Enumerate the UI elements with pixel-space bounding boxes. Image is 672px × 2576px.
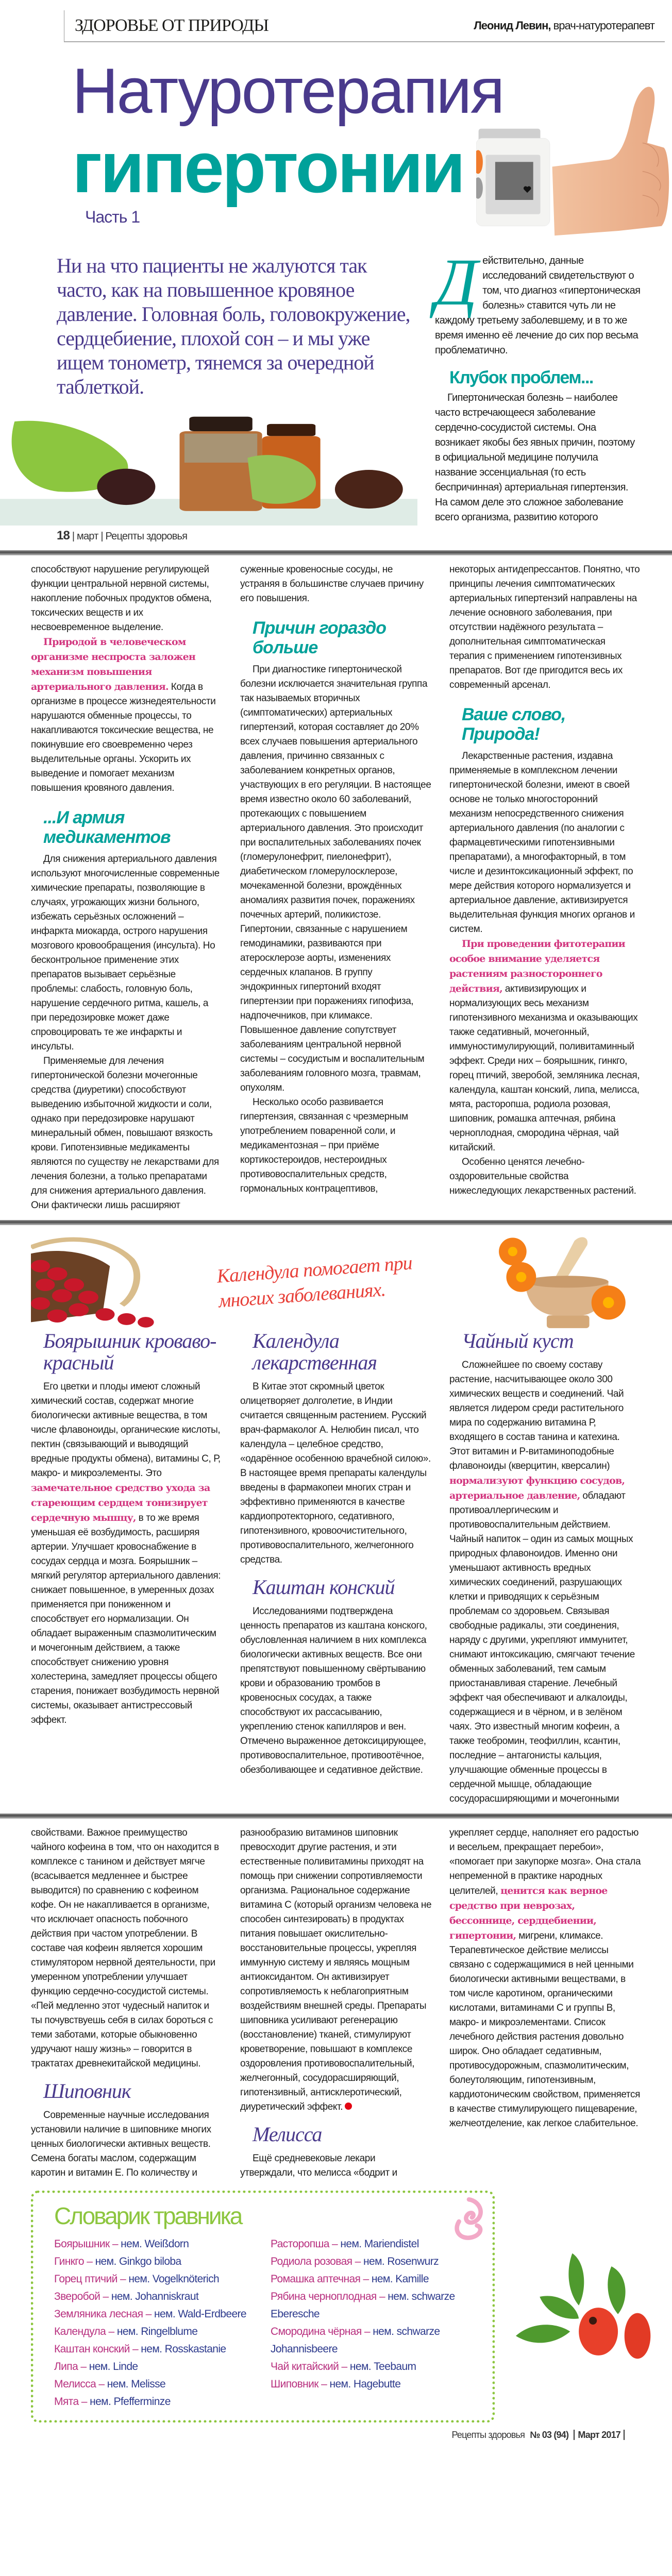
plant-ru: Мелисса bbox=[54, 2378, 96, 2390]
page-divider bbox=[0, 550, 672, 555]
glossary-list bbox=[54, 2235, 477, 2411]
klubok-text: Гипертоническая болезнь – наиболее часто встречающееся заболевание сердечно-сосудистой системы. Она возникает якобы без явных причин, поэтому в официальной медицине получила название эссенциальная (то есть беспричинная) артериальная гипертензия. На самом деле это сложное заболевание всего организма, развитию которого bbox=[435, 392, 635, 523]
dash: – bbox=[106, 2326, 117, 2337]
plant-de: нем. Wald-Erdbeere bbox=[154, 2308, 246, 2320]
paragraph-text: Ещё средневековые лекари утверждали, что мелисса «бодрит и укрепляет сердце, наполняет его радостью и весельем, прекращает перебои», «помогает при закупорке мозга». Она стала непременной в практике народных целителей, bbox=[240, 1827, 641, 2178]
section-heading-tea: Чайный куст bbox=[462, 1329, 574, 1352]
plant-ru: Расторопша bbox=[271, 2238, 329, 2250]
intro-left bbox=[57, 253, 417, 543]
plant-ru: Боярышник bbox=[54, 2238, 110, 2250]
page-divider bbox=[0, 1220, 672, 1225]
paragraph: Для снижения артериального давления используют многочисленные современные химические препараты, позволяющие в случаях, угрожающих жизни больного, избежать серьёзных осложнений – инфаркта миокарда, острого нарушения мозгового кровообращения (инсульта). Но бесконтрольное применение этих препаратов вызывает серьёзные проблемы: слабость, головную боль, нарушение сердечного ритма, кашель, а при передозировке может даже спровоцировать те же инфаркты и инсульты. bbox=[31, 854, 220, 1052]
plant-de: нем. Melisse bbox=[107, 2378, 166, 2390]
plant-de: нем. Ringelblume bbox=[116, 2326, 198, 2337]
dash: – bbox=[78, 2361, 89, 2372]
glossary-item bbox=[54, 2270, 260, 2288]
author-name: Леонид Левин, bbox=[474, 19, 551, 32]
plant-ru: Гинкго bbox=[54, 2256, 84, 2267]
glossary-item bbox=[54, 2323, 260, 2341]
highlight: Природой в человеческом организме неспроста заложен механизм повышения артериального давления. bbox=[31, 636, 196, 692]
paragraph: Особенно ценятся лечебно-оздоровительные свойства нижеследующих лекарственных растений. bbox=[449, 1157, 636, 1196]
highlight: При проведении фитотерапии особое внимание уделяется растениям разностороннего действия, bbox=[449, 938, 625, 994]
paragraph-text: Сложнейшее по своему составу растение, насчитывающее около 300 химических веществ и соединений. Чай является лидером среди растительного мира по содержанию витамина Р, входящего в состав танина и катехина. Этот витамин и Р-витаминоподобные флавоноиды (кверцитин, кверсалин) bbox=[449, 1360, 624, 1471]
glossary-item bbox=[271, 2358, 477, 2376]
page-number: 18 bbox=[57, 529, 70, 543]
glossary-item bbox=[54, 2306, 260, 2323]
plant-de: нем. Ginkgo biloba bbox=[95, 2256, 181, 2267]
page-footer-left: 18 | март | Рецепты здоровья bbox=[57, 529, 188, 543]
glossary-item bbox=[271, 2288, 477, 2323]
dash: – bbox=[360, 2273, 372, 2285]
plant-de: нем. Vogelknöterich bbox=[128, 2273, 220, 2285]
plant-de: нем. Johanniskraut bbox=[111, 2291, 199, 2302]
glossary-item bbox=[54, 2376, 260, 2393]
highlight: замечательное средство ухода за стареющим сердцем тонизирует сердечную мышцу, bbox=[31, 1482, 210, 1523]
glossary-item bbox=[54, 2288, 260, 2306]
dash: – bbox=[329, 2238, 341, 2250]
hero-title bbox=[72, 53, 503, 227]
paragraph: свойствами. Важное преимущество чайного кофеина в том, что он находится в комплексе с танином и действует мягче (всасывается медленнее и быстрее выводится) по сравнению с кофеином кофе. Он не накапливается в организме, что исключает опасность побочного действия при частом употреблении. В составе чая кофеин является хорошим стимулятором нервной деятельности, при умеренном употреблении улучшает функцию сердечно-сосудистой системы. «Пей медленно этот чудесный напиток и ты почувствуешь себя в силах бороться с теми заботами, которые обыкновенно удручают нашу жизнь» – говорится в трактатах древнекитайской медицины. bbox=[31, 1827, 219, 2069]
paragraph: для снижения артериального давления. Они фактически лишь расширяют суженные кровеносные сосуды, не устраняя в большинстве случаев причину его повышения. bbox=[31, 564, 424, 1211]
plant-ru: Липа bbox=[54, 2361, 78, 2372]
issue-date: Март 2017 bbox=[578, 2430, 620, 2440]
oil-bottles-chestnuts-image bbox=[0, 407, 417, 526]
paragraph: Применяемые для лечения гипертонической болезни мочегонные средства (диуретики) способствуют выведению избыточной жидкости и соли, однако при передозировке нарушают минеральный обмен, повышают вязкость крови. Гипотензивные медикаменты являются по существу не лекарствами для лечения болезни, а только препаратами bbox=[31, 1056, 219, 1182]
dash: – bbox=[96, 2378, 107, 2390]
page2-columns bbox=[0, 563, 672, 1213]
plant-ru: Мята bbox=[54, 2396, 79, 2408]
paragraph: В Китае этот скромный цветок олицетворяет долголетие, в Индии считается священным растением. Русский врач-фармаколог А. Нелюбин писал, что календула – целебное средство, «одарённое особенною врачебной силою». В настоящее время препараты календулы введены в фармакопеи многих стран и эффективно применяются в качестве кардиопротекторного, седативного, гипотензивного, кровоочистительного, противовоспалительного, желчегонного средства. bbox=[240, 1381, 431, 1565]
intro-text: ействительно, данные исследований свидетельствуют о том, что диагноз «гипертоническая болезнь» ставится чуть ли не каждому третьему заболевшему, и в то же время именно её лечение до сих пор весьма проблематично. bbox=[435, 255, 641, 356]
dash: – bbox=[318, 2378, 330, 2390]
glossary-title: Словарик травника bbox=[54, 2202, 242, 2229]
footer-month: март bbox=[77, 531, 98, 542]
intro-row bbox=[0, 245, 672, 543]
glossary-item bbox=[54, 2358, 260, 2376]
plant-de: нем. schwarze Johannisbeere bbox=[271, 2326, 440, 2355]
issue-number: № 03 (94) bbox=[530, 2430, 569, 2440]
highlight: нормализуют функцию сосудов, артериальное давление, bbox=[449, 1475, 625, 1501]
glossary-item bbox=[271, 2270, 477, 2288]
highlight: ценится как верное средство при неврозах, бессоннице, сердцебиении, гипертонии, bbox=[449, 1885, 608, 1941]
plant-ru: Шиповник bbox=[271, 2378, 318, 2390]
glossary-item bbox=[54, 2393, 260, 2411]
intro-column bbox=[435, 245, 641, 543]
plant-ru: Чай китайский bbox=[271, 2361, 339, 2372]
plant-de: нем. Linde bbox=[89, 2361, 138, 2372]
paragraph bbox=[31, 635, 223, 795]
footer-divider bbox=[574, 2430, 575, 2440]
dash: – bbox=[129, 2343, 141, 2355]
dash: – bbox=[361, 2326, 373, 2337]
paragraph-text: в то же время уменьшая её возбудимость, расширяя артерии. Улучшает кровоснабжение в сосудах сердца и мозга. Боярышник – мягкий регулятор артериального давления: снижает повышенное, в умеренных дозах применяется при пониженном и способствует его нормализации. Он обладает выраженным спазмолитическим и мочегонным действием, а также способствует снижению уровня холестерина, замедляет процессы общего старения, понижает возбудимость нервной системы, оказывает антистрессовый эффект. bbox=[31, 1513, 221, 1725]
dash: – bbox=[143, 2308, 154, 2320]
plant-ru: Земляника лесная bbox=[54, 2308, 143, 2320]
section-heading-causes: Причин гораздо больше bbox=[253, 618, 386, 657]
section-heading-nature: Ваше слово, Природа! bbox=[462, 705, 566, 744]
glossary-item bbox=[54, 2341, 260, 2358]
plant-ru: Каштан конский bbox=[54, 2343, 130, 2355]
plant-ru: Смородина чёрная bbox=[271, 2326, 362, 2337]
paragraph: При диагностике гипертонической болезни исключается значительная группа так называемых вторичных (симптоматических) артериальных гипертензий, которая составляет до 20% всех случаев повышения артериального давления, причинно связанных с заболеванием конкретных органов, участвующих в его регуляции. В настоящее время известно около 60 заболеваний, протекающих с повышением артериального давления. Это происходит при воспалительных заболеваниях почек (гломерулонефрит, пиелонефрит), диабетическом гломерулосклерозе, мочекаменной болезни, врождённых аномалиях развития почек, поражениях почечных артерий, поликистозе. Гипертонии, связанные с нарушением гемодинамики, развиваются при атеросклерозе аорты, изменениях сердечных клапанов. В группу эндокринных гипертоний входят гипертензии при поражениях гипофиза, надпочечников, при климаксе. Повышенное давление сопутствует заболеваниям центральной нервной системы – сосудистым и воспалительным заболеваниям головного мозга, травмам, опухолям. bbox=[240, 664, 431, 1093]
plant-de: нем. Kamille bbox=[371, 2273, 429, 2285]
paragraph-text: Современные научные исследования установили наличие в шиповнике многих ценных биологически активных веществ. Семена богаты маслом, содержащим каротин и витамин Е. По количеству и разнообразию витаминов шиповник превосходит другие растения, и эти естественные поливитамины приходят на помощь при снижении сопротивляемости организма. Рациональное содержание витамина С (который организм человека не способен синтезировать) в продуктах питания повышает окислительно-восстановительные процессы, укрепляя иммунную систему и являясь мощным антиоксидантом. Он активизирует сопротивляемость к неблагоприятным воздействиям внешней среды. Препараты шиповника усиливают регенерацию (восстановление) тканей, стимулируют кроветворение, повышают в комплексе оздоровления противовоспалительный, желчегонный, сосудорасширяющий, гипотензивный, антисклеротический, диуретический эффект. bbox=[31, 1827, 432, 2178]
paragraph: Лекарственные растения, издавна применяемые в комплексном лечении гипертонической болезни, имеют в своей основе не только многосторонний механизм непосредственного снижения артериального давления (по аналогии с фармацевтическими гипотензивными препаратами), а многофакторный, в том числе и дезинтоксикационный эффект, по мере действия которого нормализуется и артериальное давление, активизируется выделительная функция многих органов и систем. bbox=[449, 751, 635, 935]
hawthorn-basket-image bbox=[31, 1235, 165, 1328]
dash: – bbox=[352, 2256, 363, 2267]
dash: – bbox=[376, 2291, 388, 2302]
paragraph: Несколько особо развивается гипертензия, связанная с чрезмерным употреблением поваренной соли, и медикаментозная – при приёме кортикостероидов, нестероидных противовоспалительных средств, гормональных контрацептивов, bbox=[240, 1097, 408, 1194]
plant-de: нем. Pfefferminze bbox=[90, 2396, 171, 2408]
footer-magazine: Рецепты здоровья bbox=[451, 2430, 525, 2440]
plant-de: нем. Hagebutte bbox=[329, 2378, 401, 2390]
plant-de: нем. Rosenwurz bbox=[363, 2256, 439, 2267]
plant-de: нем. Weißdorn bbox=[121, 2238, 189, 2250]
plant-ru: Календула bbox=[54, 2326, 106, 2337]
glossary-row bbox=[0, 2180, 672, 2422]
section-heading-calendula: Календула лекарственная bbox=[253, 1329, 377, 1374]
glossary-item bbox=[271, 2235, 477, 2253]
dash: – bbox=[117, 2273, 129, 2285]
page-footer-right bbox=[0, 2422, 672, 2451]
floral-ornament-icon bbox=[451, 2197, 487, 2242]
section-heading-hawthorn: Боярышник кроваво-красный bbox=[43, 1329, 216, 1374]
hero-image-thumb-up-tonometer bbox=[476, 83, 672, 250]
glossary-item bbox=[54, 2235, 260, 2253]
end-mark-icon bbox=[345, 2103, 352, 2110]
paragraph-text: активизирующих и нормализующих весь механизм гипотензивного механизма и оказывающих также седативный, мочегонный, иммуностимулирующий, поливитаминный эффект. Среди них – боярышник, гинкго, горец птичий, зверобой, земляника лесная, календула, каштан конский, липа, мелисса, мята, расторопша, родиола розовая, шиповник, ромашка аптечная, рябина черноплодная, смородина чёрная, чай китайский. bbox=[449, 984, 640, 1153]
title-line-1: Натуротерапия bbox=[72, 56, 503, 127]
page3-image-band bbox=[0, 1232, 672, 1330]
plant-de: нем. Teebaum bbox=[349, 2361, 416, 2372]
paragraph: некоторых антидепрессантов. Понятно, что принципы лечения симптоматических артериальных гипертензий направлены на лечение основного заболевания, при отсутствии надёжного результата – дополнительная симптоматическая терапия с применением гипотензивных препаратов. Вот где пригодится весь их современный арсенал. bbox=[449, 564, 640, 690]
footer-divider bbox=[624, 2430, 625, 2440]
author-role: врач-натуротерапевт bbox=[553, 19, 654, 32]
glossary-item bbox=[271, 2253, 477, 2270]
calendula-caption: Календула помогает при многих заболеваниях. bbox=[216, 1252, 413, 1312]
title-part: Часть 1 bbox=[85, 208, 140, 226]
rosehip-image bbox=[507, 2240, 651, 2374]
section-heading-army: ...И армия медикаментов bbox=[43, 808, 171, 847]
paragraph bbox=[31, 1380, 223, 1727]
drop-cap: Д bbox=[435, 245, 478, 319]
author-byline bbox=[474, 19, 654, 32]
lead-text: Ни на что пациенты не жалуются так часто, как на повышенное кровяное давление. Головная боль, головокружение, сердцебиение, плохой сон – и мы уже ищем тонометр, тянемся за очередной таблеткой. bbox=[57, 254, 410, 398]
paragraph: Исследованиями подтверждена ценность препаратов из каштана конского, обусловленная наличием в них комплекса биологически активных веществ. Все они препятствуют повышенному свёртыванию крови и образованию тромбов в кровеносных сосудах, а также способствуют их рассасыванию, укреплению стенок капилляров и вен. Отмечено выраженное детоксицирующее, противовоспалительное, противоотёчное, обезболивающее и седативное действие. bbox=[240, 1606, 427, 1775]
plant-ru: Горец птичий bbox=[54, 2273, 117, 2285]
plant-de: нем. schwarze Eberesche bbox=[271, 2291, 455, 2320]
section-title: ЗДОРОВЬЕ ОТ ПРИРОДЫ bbox=[75, 16, 268, 35]
paragraph bbox=[449, 1358, 641, 1806]
plant-ru: Рябина черноплодная bbox=[271, 2291, 377, 2302]
dash: – bbox=[78, 2396, 90, 2408]
klubok-heading: Клубок проблем... bbox=[449, 368, 593, 387]
page3-columns bbox=[0, 1330, 672, 1806]
paragraph-text: мигрени, климаксе. Терапевтическое действие мелиссы связано с содержащимися в ней ценными биологически активными веществами, в том числе каротином, органическими кислотами, витаминами С и группы В, макро- и микроэлементами. Список лечебного действия растения довольно широк. Оно обладает седативным, противосудорожным, спазмолитическим, болеутоляющим, гипотензивным, кардиотоническим свойством, применяется в качестве стимулирующего пищеварение, желчеотделение, как легкое слабительное. bbox=[449, 1930, 640, 2129]
page-divider bbox=[0, 1814, 672, 1819]
plant-de: нем. Rosskastanie bbox=[141, 2343, 226, 2355]
page-header bbox=[64, 10, 665, 42]
footer-magazine: Рецепты здоровья bbox=[105, 531, 188, 542]
paragraph-text: Когда в организме в процессе жизнедеятельности нарушаются обменные процессы, то накапливаются токсические вещества, не покинувшие его своевременно через выделительные органы. Ускорить их выведение и помогает механизм повышения кровяного давления. bbox=[31, 682, 216, 793]
plant-ru: Родиола розовая bbox=[271, 2256, 352, 2267]
paragraph bbox=[449, 937, 641, 1155]
calendula-mortar-image bbox=[486, 1232, 641, 1330]
paragraph-text: обладают противоаллергическим и противовоспалительным действием. Чайный напиток – один из самых мощных природных флавоноидов. Именно они уменьшают активность вредных химических соединений, разрушающих клетки и приводящих к серьёзным проблемам со здоровьем. Связывая свободные радикалы, эти соединения, наряду с другими, укрепляют иммунитет, снимают интоксикацию, смягчают течение обменных заболеваний, тем самым приостанавливая старение. Лечебный эффект чая обеспечивают и алкалоиды, содержащиеся и в чёрном, и в зелёном чаях. Это известный многим кофеин, а также теобромин, теофиллин, ксантин, последние – антагонисты кальция, улучшающие обменные процессы в сердечной мышце, обладающие сосудорасширяющими и мочегонными bbox=[449, 1490, 635, 1804]
paragraph-text: Его цветки и плоды имеют сложный химический состав, содержат многие биологически активные вещества, в том числе флавоноиды, органические кислоты, пектин (связывающий и выводящий вредные продукты обмена), витамины С, Р, макро- и микроэлементы. Это bbox=[31, 1381, 221, 1479]
dash: – bbox=[84, 2256, 95, 2267]
section-heading-rosehip: Шиповник bbox=[43, 2079, 131, 2103]
section-heading-chestnut: Каштан конский bbox=[253, 1575, 395, 1599]
glossary-item bbox=[271, 2323, 477, 2358]
plant-ru: Ромашка аптечная bbox=[271, 2273, 361, 2285]
glossary-item bbox=[271, 2376, 477, 2393]
glossary-box bbox=[31, 2191, 495, 2422]
plant-ru: Зверобой bbox=[54, 2291, 100, 2302]
page4-columns bbox=[0, 1826, 672, 2180]
plant-de: нем. Mariendistel bbox=[340, 2238, 419, 2250]
glossary-item bbox=[54, 2253, 260, 2270]
dash: – bbox=[109, 2238, 121, 2250]
hero bbox=[0, 42, 672, 248]
section-heading-melissa: Мелисса bbox=[253, 2123, 322, 2146]
dash: – bbox=[339, 2361, 350, 2372]
title-line-2: гипертонии bbox=[72, 127, 464, 208]
paragraph: способствуют нарушение регулирующей функции центральной нервной системы, накопление побочных продуктов обмена, токсических веществ и их несвоевременное выделение. bbox=[31, 564, 212, 633]
dash: – bbox=[100, 2291, 111, 2302]
